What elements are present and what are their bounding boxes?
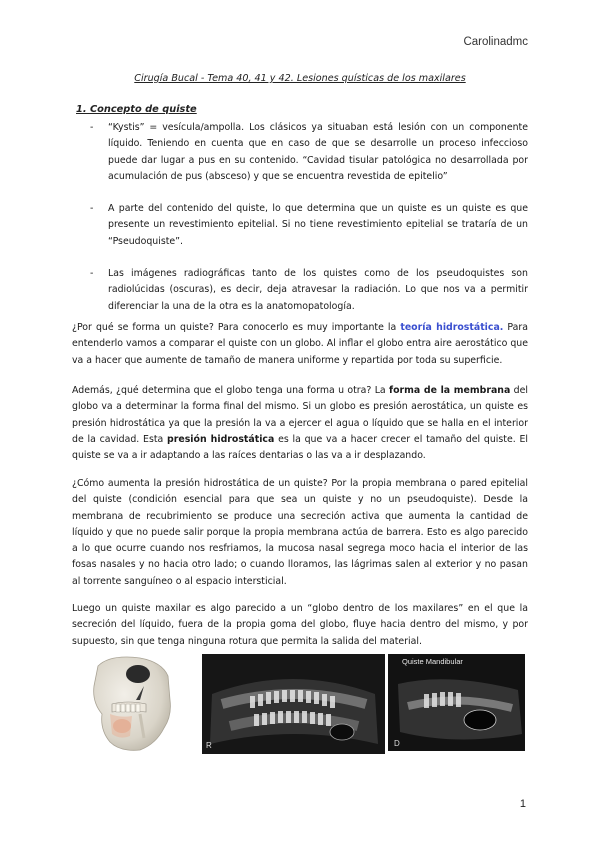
section-heading: 1. Concepto de quiste <box>76 104 197 115</box>
list-item <box>72 266 528 315</box>
bold-term: forma de la membrana <box>389 385 511 396</box>
paragraph-text: ¿Por qué se forma un quiste? Para conocerlo es muy importante la <box>72 322 401 333</box>
xray-marker-d: D <box>394 739 400 748</box>
paragraph-text: Además, ¿qué determina que el globo tenga una forma u otra? La <box>72 385 390 396</box>
paragraph-membrane-shape <box>72 383 528 464</box>
image-strip <box>72 654 542 754</box>
xray-caption: Quiste Mandibular <box>402 657 463 666</box>
page-number: 1 <box>519 798 526 810</box>
panoramic-xray-image <box>202 654 385 754</box>
author-name: Carolinadmc <box>463 36 528 48</box>
bullet-text: “Kystis” = vesícula/ampolla. Los clásicos ya situaban está lesión con un componente líquido. Teniendo en cuenta que en caso de que se desarrolle un proceso infeccioso puede dar lugar a pus en su contenido. “Cavidad tisular patológica no desarrollada por acumulación de pus (absceso) y que se encuentra revestida de epitelio” <box>108 122 528 182</box>
highlighted-term: teoría hidrostática. <box>400 322 504 333</box>
mandibular-cyst-xray-image <box>388 654 525 751</box>
xray-marker-r: R <box>206 741 212 750</box>
paragraph-text: Para entenderlo vamos a comparar el quiste con un globo. Al inflar el globo entra aire aerostático que va a hacer que aumente de tamaño de manera uniforme y repartida por toda su superficie. <box>72 322 528 366</box>
bullet-dash: - <box>90 268 94 280</box>
document-title: Cirugía Bucal - Tema 40, 41 y 42. Lesiones quísticas de los maxilares <box>134 73 466 84</box>
skull-illustration-image <box>80 654 200 754</box>
bullet-dash: - <box>90 122 94 133</box>
bullet-dash: - <box>90 203 94 215</box>
paragraph-text: es la que va a hacer crecer el tamaño del quiste. El quiste se va a ir adaptando a las raíces dentarias o las va a ir desplazando. <box>72 433 528 462</box>
paragraph-hydrostatic-theory <box>72 320 528 369</box>
bold-term: presión hidrostática <box>167 433 275 445</box>
paragraph-balloon-analogy: Luego un quiste maxilar es algo parecido a un “globo dentro de los maxilares” en el que la secreción del líquido, fuera de la propia goma del globo, fluye hacia dentro del mismo, y por supuesto, sin que tenga ninguna rotura que permita la salida del material. <box>72 603 528 647</box>
list-item <box>72 120 528 185</box>
list-item <box>72 201 528 250</box>
bullet-text: Las imágenes radiográficas tanto de los quistes como de los pseudoquistes son radiolúcidas (oscuras), es decir, deja atravesar la radiación. Lo que nos va a permitir diferenciar la una de la otra es la anatomopatología. <box>108 268 528 312</box>
bullet-list <box>72 120 528 315</box>
bullet-text: A parte del contenido del quiste, lo que determina que un quiste es un quiste es que presente un revestimiento epitelial. Si no tiene revestimiento epitelial se trataría de un “Pseudoquiste”. <box>108 203 528 247</box>
paragraph-pressure-increase: ¿Cómo aumenta la presión hidrostática de un quiste? Por la propia membrana o pared epitelial del quiste (condición esencial para que sea un quiste y no un pseudoquiste). Desde la membrana de recubrimiento se produce una secreción activa que aumenta la cantidad de líquido y que no puede salir porque la propia membrana actúa de barrera. Esto es algo parecido a lo que ocurre cuando nos resfriamos, la mucosa nasal segrega moco hacia el interior de las fosas nasales y no hacia otro lado; o cuando lloramos, las lágrimas salen al exterior y no pasan al torrente sanguíneo o al espacio intersticial. <box>72 478 528 587</box>
paragraph-text: del globo va a determinar la forma final del mismo. Si un globo es presión aerostática, un quiste es presión hidrostática ya que la presión la va a ejercer el agua o líquido que se halla en el interior de la cavidad. Esta <box>72 385 528 445</box>
